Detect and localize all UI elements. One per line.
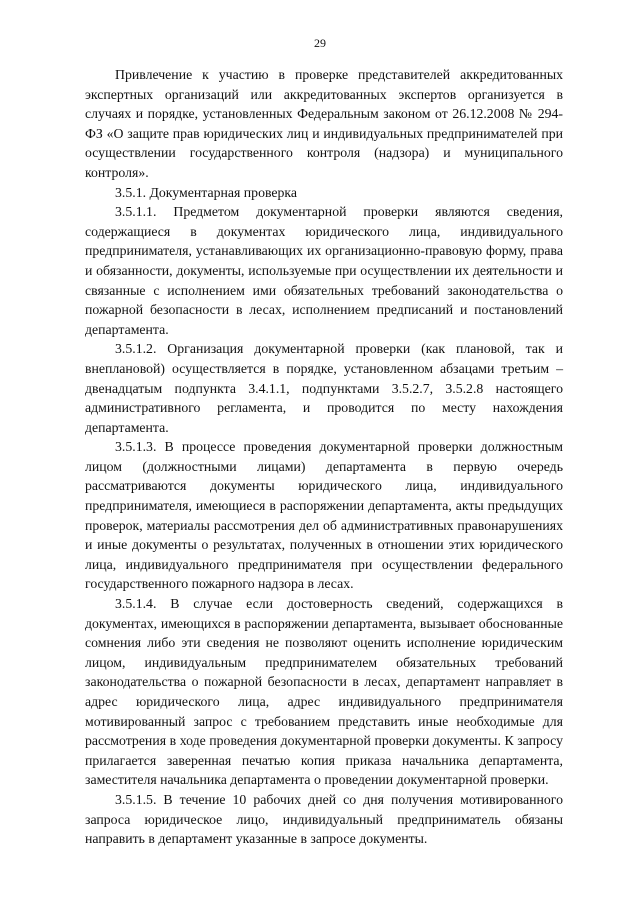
page-number: 29 <box>314 36 326 50</box>
paragraph-3-5-1-2: 3.5.1.2. Организация документарной проверки (как плановой, так и внеплановой) осуществляется в порядке, установленном абзацами третьим – двенадцатым подпункта 3.4.1.1, подпунктами 3.5.2.7, 3.5.2.8 настоящего административного регламента, и проводится по месту нахождения департамента. <box>85 341 563 435</box>
paragraph-3-5-1-5: 3.5.1.5. В течение 10 рабочих дней со дня получения мотивированного запроса юридическое лицо, индивидуальный предприниматель обязаны направить в департамент указанные в запросе документы. <box>85 791 563 847</box>
section-heading-documentary-inspection: 3.5.1. Документарная проверка <box>115 184 298 200</box>
paragraph-3-5-1-1: 3.5.1.1. Предметом документарной проверки являются сведения, содержащиеся в документах юридического лица, индивидуального предпринимателя, устанавливающих их организационно-правовую форму, права и обязанности, документы, используемые при осуществлении их деятельности и связанные с исполнением ими обязательных требований законодательства о пожарной безопасности в лесах, исполнением предписаний и постановлений департамента. <box>85 204 563 337</box>
paragraph-3-5-1-4: 3.5.1.4. В случае если достоверность сведений, содержащихся в документах, имеющихся в распоряжении департамента, вызывает обоснованные сомнения либо эти сведения не позволяют оценить исполнение юридическим лицом, индивидуальным предпринимателем обязательных требований законодательства о пожарной безопасности в лесах, департамент направляет в адрес юридического лица, адрес индивидуального предпринимателя мотивированный запрос с требованием представить иные необходимые для рассмотрения в ходе проведения документарной проверки документы. К запросу прилагается заверенная печатью копия приказа начальника департамента, заместителя начальника департамента о проведении документарной проверки. <box>85 596 563 788</box>
paragraph-3-5-1-3: 3.5.1.3. В процессе проведения документарной проверки должностным лицом (должностными лицами) департамента в первую очередь рассматриваются документы юридического лица, индивидуального предпринимателя, имеющиеся в распоряжении департамента, акты предыдущих проверок, материалы рассмотрения дел об административных правонарушениях и иные документы о результатах, полученных в отношении этих юридического лица, индивидуального предпринимателя при осуществлении федерального государственного пожарного надзора в лесах. <box>85 439 563 592</box>
document-body <box>85 65 563 849</box>
paragraph-expert-involvement: Привлечение к участию в проверке представителей аккредитованных экспертных организаций или аккредитованных экспертов организуется в случаях и порядке, установленных Федеральным законом от 26.12.2008 № 294-ФЗ «О защите прав юридических лиц и индивидуальных предпринимателей при осуществлении государственного контроля (надзора) и муниципального контроля». <box>85 67 563 180</box>
